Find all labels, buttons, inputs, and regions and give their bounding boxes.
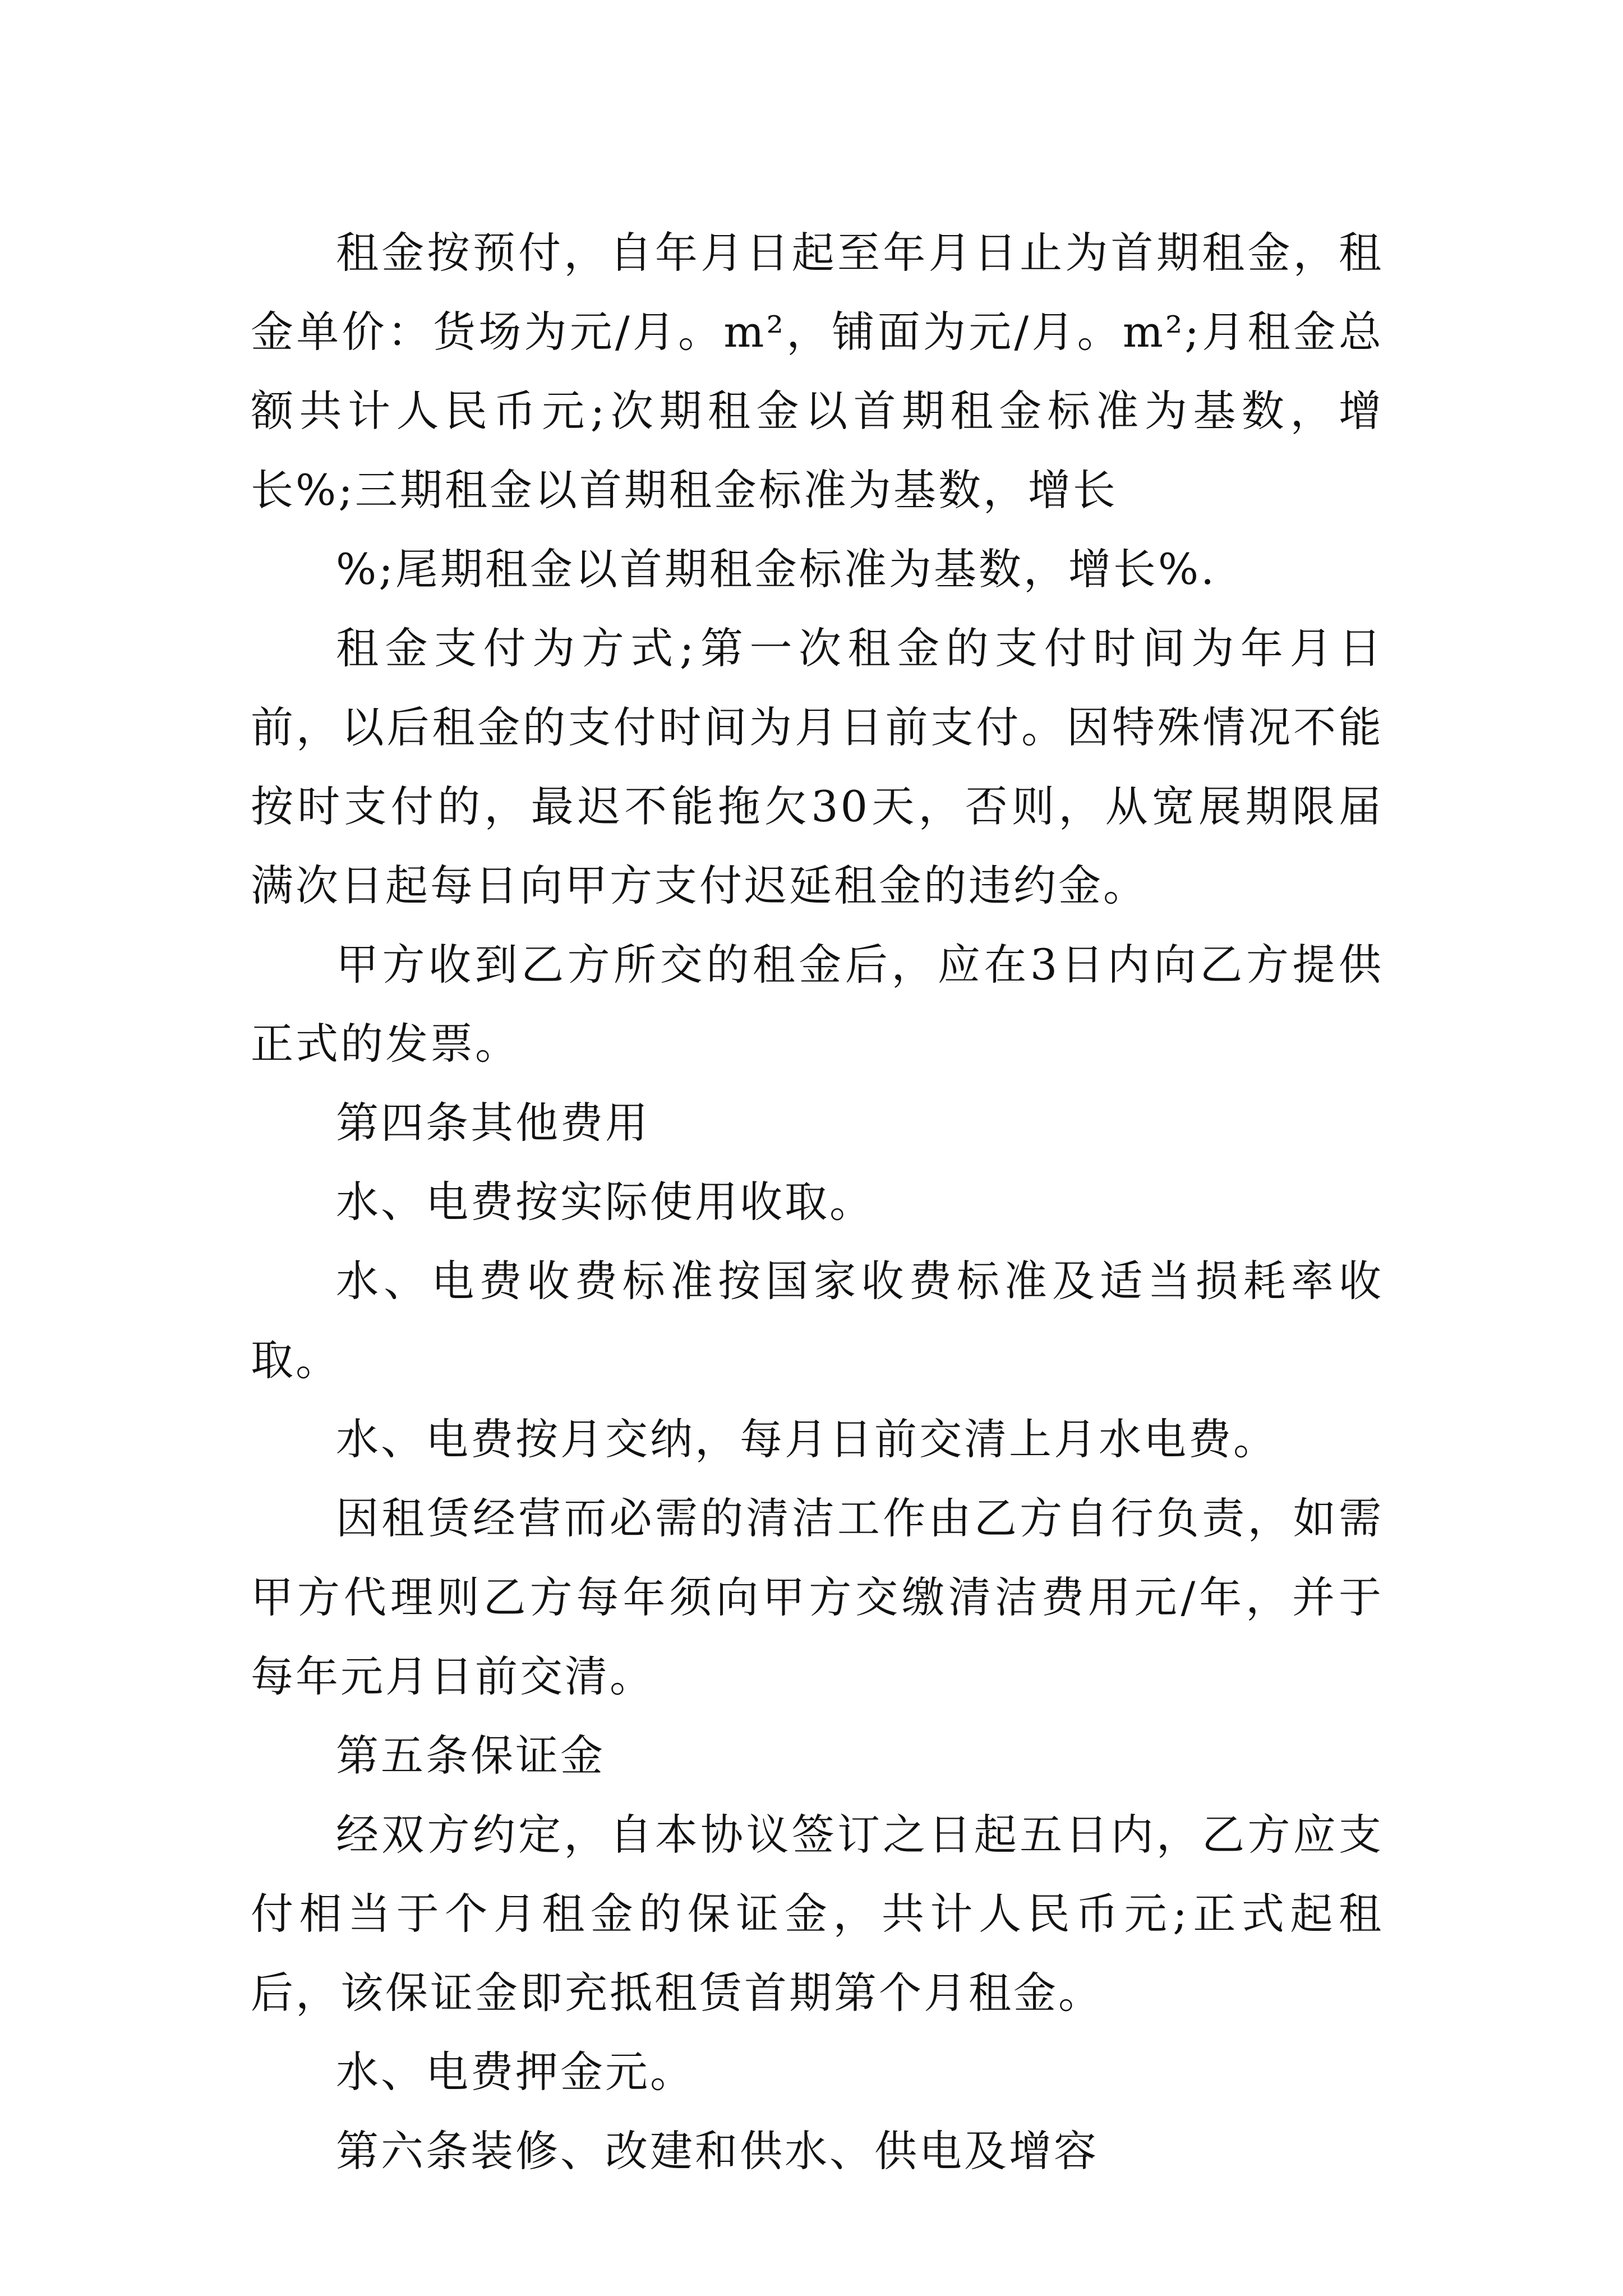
paragraph-utility-deposit: 水、电费押金元。 [336, 2047, 695, 2097]
paragraph-final-period: %;尾期租金以首期租金标准为基数，增长%. [336, 544, 1217, 594]
paragraph-rent-terms: 租金按预付，自年月日起至年月日止为首期租金，租金单价：货场为元/月。m²，铺面为元/月。m²;月租金总额共计人民币元;次期租金以首期租金标准为基数，增长%;三期租金以首期租金标准为基数，增长 [251, 228, 1384, 515]
heading-article-5: 第五条保证金 [336, 1731, 605, 1780]
document-page [251, 213, 1384, 2191]
heading-article-4: 第四条其他费用 [336, 1098, 650, 1148]
paragraph-utility-monthly: 水、电费按月交纳，每月日前交清上月水电费。 [336, 1414, 1278, 1464]
paragraph-payment-method: 租金支付为方式;第一次租金的支付时间为年月日前，以后租金的支付时间为月日前支付。因特殊情况不能按时支付的，最迟不能拖欠30天，否则，从宽展期限届满次日起每日向甲方支付迟延租金的违约金。 [251, 623, 1384, 910]
paragraph-utility-actual: 水、电费按实际使用收取。 [336, 1177, 874, 1227]
paragraph-invoice: 甲方收到乙方所交的租金后，应在3日内向乙方提供正式的发票。 [251, 940, 1384, 1069]
paragraph-deposit: 经双方约定，自本协议签订之日起五日内，乙方应支付相当于个月租金的保证金，共计人民币元;正式起租后，该保证金即充抵租赁首期第个月租金。 [251, 1810, 1384, 2018]
paragraph-cleaning: 因租赁经营而必需的清洁工作由乙方自行负责，如需甲方代理则乙方每年须向甲方交缴清洁费用元/年，并于每年元月日前交清。 [251, 1493, 1384, 1701]
heading-article-6: 第六条装修、改建和供水、供电及增容 [336, 2126, 1099, 2176]
paragraph-utility-standard: 水、电费收费标准按国家收费标准及适当损耗率收取。 [251, 1256, 1384, 1385]
